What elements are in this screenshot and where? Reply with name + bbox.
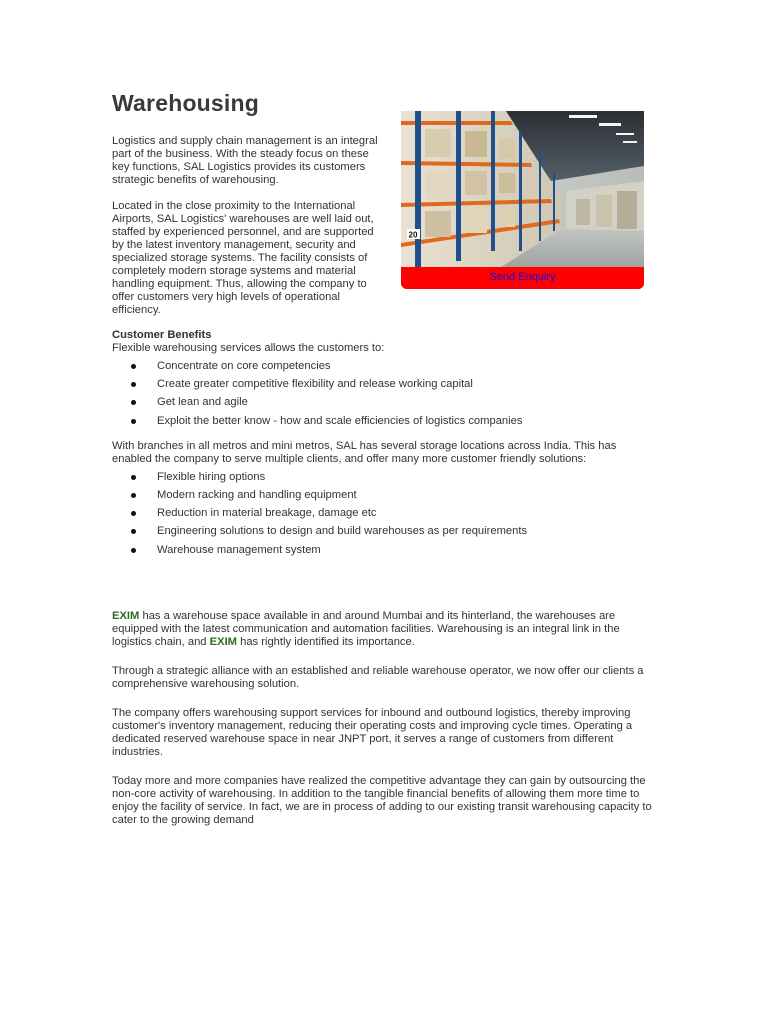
benefits-lead: Flexible warehousing services allows the customers to: [112, 342, 385, 354]
list-item: Flexible hiring options [112, 468, 657, 486]
exim-paragraph-1-text-a: has a warehouse space available in and around Mumbai and its hinterland, the warehouses are equipped with the latest communication and automation facilities. Warehousing is an integral link in the logistics chain, and [112, 610, 620, 648]
intro-paragraph-2: Located in the close proximity to the International Airports, SAL Logistics' warehouses are well laid out, staffed by experienced personnel, and are supported by the latest inventory management, security and specialized storage systems. The facility consists of completely modern storage systems and material handling equipment. Thus, allowing the company to offer customers very high levels of operational efficiency. [112, 200, 374, 316]
list-item: Engineering solutions to design and build warehouses as per requirements [112, 522, 657, 540]
warehouse-photo-card [401, 111, 644, 289]
exim-paragraph-1 [112, 610, 657, 649]
send-enquiry-link[interactable]: Send Enquiry [489, 271, 556, 283]
send-enquiry-bar[interactable] [401, 267, 644, 289]
solutions-list [112, 468, 657, 559]
list-item: Warehouse management system [112, 541, 657, 559]
branches-paragraph: With branches in all metros and mini metros, SAL has several storage locations across India. This has enabled the company to serve multiple clients, and offer many more customer friendly solutions: [112, 439, 617, 465]
warehouse-photo [401, 111, 644, 267]
exim-brand: EXIM [112, 610, 140, 622]
rack-number-label: 20 [408, 230, 418, 240]
intro-paragraph-1: Logistics and supply chain management is an integral part of the business. With the steady focus on these key functions, SAL Logistics provides its customers strategic benefits of warehousing. [112, 135, 378, 186]
exim-paragraph-1-text-b: has rightly identified its importance. [237, 636, 415, 648]
list-item: Modern racking and handling equipment [112, 486, 657, 504]
exim-brand: EXIM [209, 636, 237, 648]
list-item: Get lean and agile [112, 393, 657, 411]
list-item: Create greater competitive flexibility and release working capital [112, 375, 657, 393]
exim-section [112, 610, 657, 841]
benefits-heading: Customer Benefits [112, 329, 212, 341]
list-item: Concentrate on core competencies [112, 357, 657, 375]
benefits-list [112, 357, 657, 430]
exim-paragraph-3: The company offers warehousing support services for inbound and outbound logistics, thereby improving customer's inventory management, reducing their operating costs and improving cycle times. Operating a dedicated reserved warehouse space in near JNPT port, it serves a range of customers from different industries. [112, 707, 633, 758]
list-item: Exploit the better know - how and scale efficiencies of logistics companies [112, 412, 657, 430]
page-title: Warehousing [112, 90, 260, 116]
list-item: Reduction in material breakage, damage etc [112, 504, 657, 522]
intro-section [112, 135, 382, 330]
exim-paragraph-4: Today more and more companies have realized the competitive advantage they can gain by outsourcing the non-core activity of warehousing. In addition to the tangible financial benefits of allowing them more time to enjoy the facility of service. In fact, we are in process of adding to our existing transit warehousing capacity to cater to the growing demand [112, 775, 652, 826]
exim-paragraph-2: Through a strategic alliance with an established and reliable warehouse operator, we now offer our clients a comprehensive warehousing solution. [112, 665, 644, 690]
customer-benefits-section [112, 329, 657, 559]
